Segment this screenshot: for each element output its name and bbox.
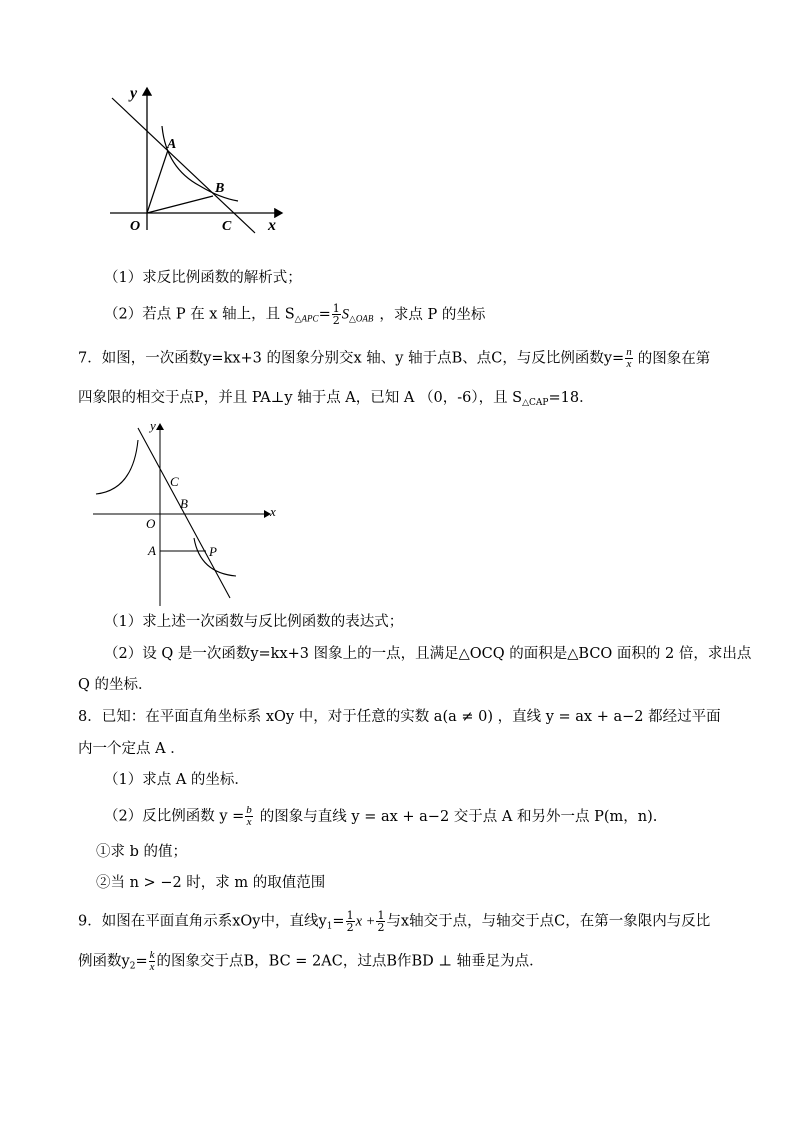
label-c: C bbox=[170, 474, 179, 489]
q9-fraction-2 bbox=[376, 910, 385, 933]
q9-frac1-num: 1 bbox=[346, 909, 354, 922]
q6-part2 bbox=[104, 303, 485, 329]
q7-frac-num: n bbox=[626, 346, 632, 358]
q8-part2 bbox=[104, 805, 657, 828]
q9-line2-prefix: 例函数y bbox=[78, 953, 130, 970]
q7-line2-sub: △CAP bbox=[522, 398, 549, 408]
q9-line1-mid: x + bbox=[355, 913, 376, 930]
label-o: O bbox=[146, 516, 156, 531]
figure-1-graph bbox=[100, 78, 300, 238]
segment-ob bbox=[147, 196, 213, 213]
q9-frac2-den: 2 bbox=[377, 921, 385, 934]
hyperbola-upper-left bbox=[96, 440, 138, 494]
segment-oa bbox=[147, 150, 168, 213]
q8-line2: 内一个定点 A ． bbox=[78, 741, 185, 757]
q6-frac-num: 1 bbox=[332, 302, 340, 315]
q9-line2 bbox=[78, 950, 544, 977]
q7-line2-suffix: =18． bbox=[548, 390, 594, 406]
label-p: P bbox=[209, 544, 217, 559]
q8-line1: 8．已知：在平面直角坐标系 xOy 中，对于任意的实数 a(a ≠ 0) ，直线 y = ax + a−2 都经过平面 bbox=[78, 709, 721, 725]
q9-line1-suffix: 与x轴交于点，与轴交于点C，在第一象限内与反比 bbox=[386, 913, 711, 930]
q8-part2-prefix: （2）反比例函数 y = bbox=[104, 808, 245, 825]
q9-line1-prefix: 9．如图在平面直角示系xOy中，直线y bbox=[78, 913, 327, 930]
q7-line1-prefix: 7．如图，一次函数y=kx+3 的图象分别交x 轴、y 轴于点B、点C，与反比例函数y= bbox=[78, 350, 625, 367]
q7-part2-line1: （2）设 Q 是一次函数y=kx+3 图象上的一点，且满足△OCQ 的面积是△BCO 面积的 2 倍，求出点 bbox=[104, 646, 752, 662]
q6-part1: （1）求反比例函数的解析式； bbox=[104, 270, 302, 286]
label-y: y bbox=[150, 418, 156, 433]
q7-line1 bbox=[78, 347, 710, 370]
q9-line1 bbox=[78, 910, 710, 937]
q9-line2-sub: 2 bbox=[129, 961, 136, 972]
q6-part2-eq: = bbox=[318, 306, 331, 323]
q9-frac3-den: x bbox=[149, 961, 155, 973]
q6-part2-s2: S bbox=[341, 306, 349, 323]
q9-frac1-den: 2 bbox=[346, 921, 354, 934]
label-y: y bbox=[130, 85, 138, 102]
q8-part1: （1）求点 A 的坐标． bbox=[104, 772, 249, 788]
q6-fraction bbox=[332, 303, 341, 326]
label-c: C bbox=[222, 219, 232, 234]
q8-frac-num: b bbox=[246, 804, 252, 816]
q9-fraction-3 bbox=[149, 950, 156, 973]
q6-frac-den: 2 bbox=[332, 314, 340, 327]
q9-frac3-num: k bbox=[149, 949, 155, 961]
q7-part1: （1）求上述一次函数与反比例函数的表达式； bbox=[104, 614, 404, 630]
label-b: B bbox=[215, 181, 225, 196]
q9-line2-suffix: 的图象交于点B，BC = 2AC，过点B作BD ⊥ 轴垂足为点． bbox=[156, 953, 544, 970]
q9-line2-eq: = bbox=[135, 953, 148, 970]
figure-2-graph bbox=[88, 418, 284, 608]
q7-line2-prefix: 四象限的相交于点P，并且 PA⊥y 轴于点 A，已知 A （0，-6），且 S bbox=[78, 390, 523, 406]
line-bc bbox=[138, 428, 230, 598]
q7-line2 bbox=[78, 388, 594, 413]
q7-frac-den: x bbox=[626, 358, 632, 370]
q6-part2-sub2: △OAB bbox=[348, 313, 374, 324]
q9-frac2-num: 1 bbox=[377, 909, 385, 922]
q9-fraction-1 bbox=[346, 910, 355, 933]
q6-part2-prefix: （2）若点 P 在 x 轴上，且 S bbox=[104, 306, 295, 323]
q6-part2-sub1: △APC bbox=[294, 313, 319, 324]
label-a: A bbox=[167, 137, 177, 152]
q8-frac-den: x bbox=[246, 816, 252, 828]
label-x: x bbox=[268, 217, 276, 234]
q7-fraction bbox=[625, 347, 633, 370]
label-b: B bbox=[180, 496, 188, 511]
q8-fraction bbox=[245, 805, 253, 828]
q8-sub1: ①求 b 的值； bbox=[96, 844, 187, 860]
label-o: O bbox=[130, 219, 141, 234]
q9-line1-sub: 1 bbox=[326, 921, 333, 932]
label-a: A bbox=[148, 543, 156, 558]
q7-line1-suffix: 的图象在第 bbox=[637, 350, 711, 367]
q7-part2-line2: Q 的坐标． bbox=[78, 677, 153, 693]
q8-sub2: ②当 n > −2 时，求 m 的取值范围 bbox=[96, 875, 326, 891]
q6-part2-suffix: ，求点 P 的坐标 bbox=[379, 306, 486, 323]
q9-line1-eq: = bbox=[332, 913, 345, 930]
label-x: x bbox=[270, 504, 276, 519]
q8-part2-suffix: 的图象与直线 y = ax + a−2 交于点 A 和另外一点 P(m，n). bbox=[259, 808, 658, 825]
